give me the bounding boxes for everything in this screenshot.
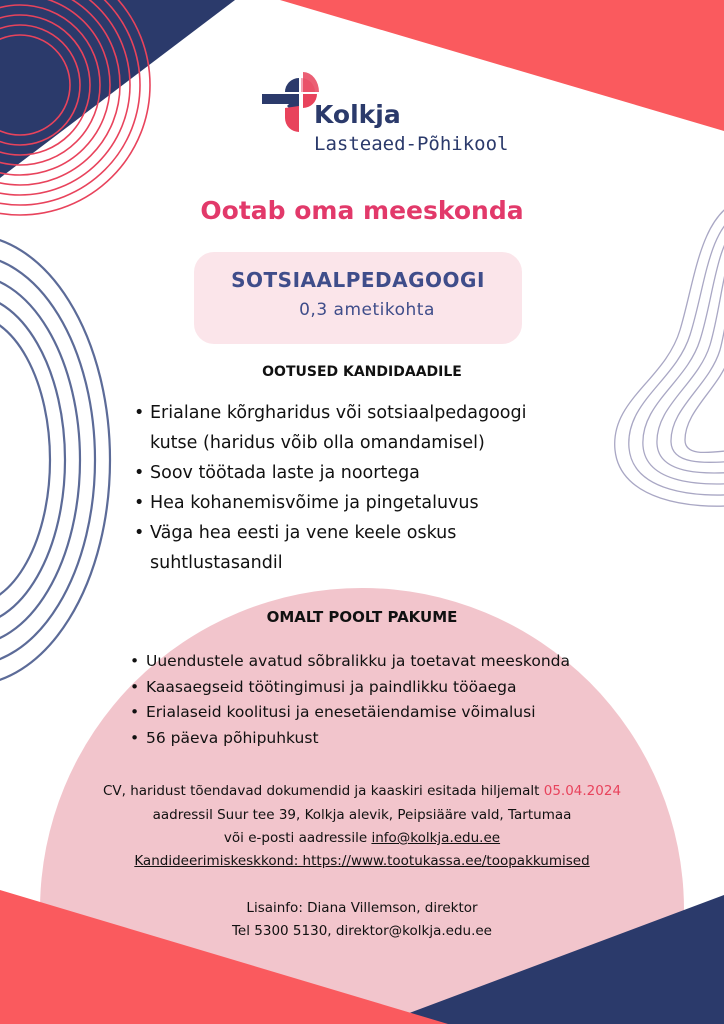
expectations-heading: OOTUSED KANDIDAADILE — [262, 364, 462, 380]
list-item-text: • Erialane kõrgharidus või sotsiaalpedagoogi — [150, 403, 527, 423]
list-item: • Kaasaegseid töötingimusi ja paindlikku tööaega — [146, 675, 666, 701]
list-item-text: • Hea kohanemisvõime ja pingetaluvus — [150, 493, 479, 513]
logo-subtitle: Lasteaed-Põhikool — [314, 133, 509, 155]
position-title: SOTSIAALPEDAGOOGI — [231, 268, 485, 292]
list-item-text: suhtlustasandil — [150, 553, 283, 573]
list-item — [150, 458, 620, 488]
list-item-text: kutse (haridus võib olla omandamisel) — [150, 433, 485, 453]
application-portal-link[interactable]: Kandideerimiskeskkond: https://www.tootukassa.ee/toopakkumised — [134, 853, 590, 869]
application-address: aadressil Suur tee 39, Kolkja alevik, Peipsiääre vald, Tartumaa — [152, 807, 572, 823]
list-item — [150, 398, 620, 458]
contact-person: Lisainfo: Diana Villemson, direktor — [246, 900, 478, 916]
offer-heading: OMALT POOLT PAKUME — [266, 608, 458, 626]
logo-name: Kolkja — [314, 100, 401, 129]
lavender-blob-lines-right — [615, 200, 724, 506]
headline: Ootab oma meeskonda — [200, 196, 524, 225]
offer-list — [146, 649, 666, 751]
position-box — [194, 252, 522, 344]
application-deadline-line — [0, 783, 724, 799]
contact-details: Tel 5300 5130, direktor@kolkja.edu.ee — [231, 923, 492, 939]
list-item-text: • Väga hea eesti ja vene keele oskus — [150, 523, 457, 543]
application-email-line — [0, 830, 724, 846]
list-item: • Uuendustele avatud sõbralikku ja toetavat meeskonda — [146, 649, 666, 675]
list-item — [150, 518, 620, 578]
position-load: 0,3 ametikohta — [299, 300, 435, 320]
email-link[interactable]: info@kolkja.edu.ee — [371, 830, 501, 846]
list-item: • Erialaseid koolitusi ja enesetäiendamise võimalusi — [146, 700, 666, 726]
list-item — [150, 488, 620, 518]
deadline-date: 05.04.2024 — [543, 783, 622, 799]
email-prefix: või e-posti aadressile — [223, 830, 372, 846]
expectations-list — [150, 398, 620, 578]
list-item: • 56 päeva põhipuhkust — [146, 726, 666, 752]
list-item-text: • Soov töötada laste ja noortega — [150, 463, 420, 483]
application-text: CV, haridust tõendavad dokumendid ja kaaskiri esitada hiljemalt — [102, 783, 544, 799]
